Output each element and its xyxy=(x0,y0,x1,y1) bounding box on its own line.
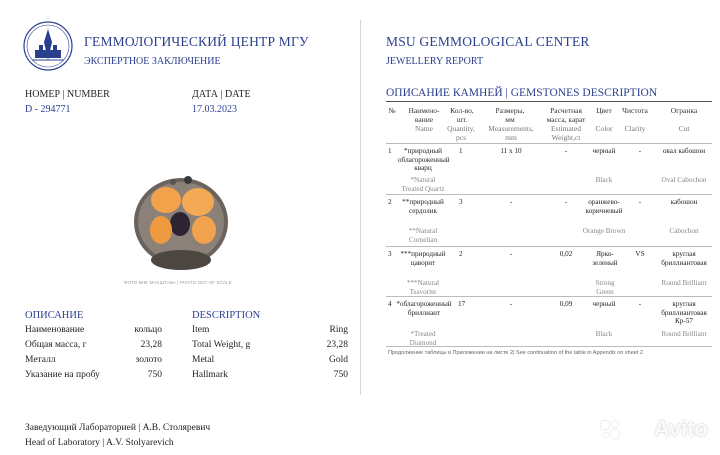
row4-color-ru: черный xyxy=(592,300,616,308)
row2-name-ru: **природный сердолик xyxy=(402,198,444,215)
row3-qty: 2 xyxy=(459,250,463,258)
th-clarity-en: Clarity xyxy=(624,124,646,133)
desc-ru-label-3: Указание на пробу xyxy=(25,370,100,380)
description-en-title: DESCRIPTION xyxy=(192,310,261,321)
row3-no: 3 xyxy=(388,250,392,258)
row2-color-en: Orange Brown xyxy=(582,227,626,235)
row2-cut-en: Cabochon xyxy=(669,227,699,235)
row4-cut-ru: круглая бриллиантовая Кр-57 xyxy=(661,300,707,325)
th-cut-en: Cut xyxy=(678,124,690,133)
row1-color-ru: черный xyxy=(592,147,616,155)
header-en-title: MSU GEMMOLOGICAL CENTER xyxy=(386,34,590,49)
row1-qty: 1 xyxy=(459,147,463,155)
th-clarity-ru: Чистота xyxy=(622,106,648,115)
row4-clarity: - xyxy=(638,300,642,308)
row3-cut-en: Round Brilliant xyxy=(661,279,707,287)
row4-qty: 17 xyxy=(458,300,466,308)
row4-name-ru: *облагороженный бриллиант xyxy=(396,300,452,317)
row4-cut-en: Round Brilliant xyxy=(661,330,707,338)
th-color-en: Color xyxy=(595,124,613,133)
row1-name-ru: *природный облагороженный кварц xyxy=(398,147,450,172)
th-weight-ru: Расчетная масса, карат xyxy=(546,106,586,124)
desc-en-label-3: Hallmark xyxy=(192,370,228,380)
row4-name-en: *Treated Diamond xyxy=(409,330,437,347)
table-footnote: Продолжение таблицы в Приложении на листе 2| See continuation of the table in Appendix on sheet 2 xyxy=(388,350,643,356)
table-row-divider xyxy=(386,194,712,195)
row4-no: 4 xyxy=(388,300,392,308)
row1-cut-en: Oval Cabochon xyxy=(661,176,707,184)
description-ru-title: ОПИСАНИЕ xyxy=(25,310,84,321)
header-ru-subtitle: ЭКСПЕРТНОЕ ЗАКЛЮЧЕНИЕ xyxy=(84,56,221,67)
row3-color-ru: Ярко- зеленый xyxy=(592,250,618,267)
header-ru-title: ГЕММОЛОГИЧЕСКИЙ ЦЕНТР МГУ xyxy=(84,34,309,49)
row1-clarity: - xyxy=(638,147,642,155)
row3-size: - xyxy=(509,250,513,258)
row2-no: 2 xyxy=(388,198,392,206)
table-row-divider xyxy=(386,143,712,144)
row4-color-en: Black xyxy=(595,330,613,338)
desc-ru-label-0: Наименование xyxy=(25,325,85,335)
th-size-ru: Размеры, мм xyxy=(495,106,525,124)
row2-cut-ru: кабошон xyxy=(670,198,698,206)
desc-ru-value-1: 23,28 xyxy=(140,340,162,350)
gem-title-underline xyxy=(386,101,712,102)
signature-ru: Заведующий Лабораторией | А.В. Столяревич xyxy=(25,423,211,433)
row3-weight: 0,02 xyxy=(559,250,573,258)
header-en-subtitle: JEWELLERY REPORT xyxy=(386,56,484,67)
row3-cut-ru: круглая бриллиантовая xyxy=(661,250,707,267)
desc-en-value-0: Ring xyxy=(329,325,348,335)
th-cut-ru: Огранка xyxy=(670,106,698,115)
photo-caption: ФОТО ВНЕ МАСШТАБА | PHOTO OUT OF SCALE xyxy=(124,280,232,285)
th-color-ru: Цвет xyxy=(596,106,612,115)
row2-qty: 3 xyxy=(459,198,463,206)
desc-ru-label-2: Металл xyxy=(25,355,56,365)
row3-name-en: ***Natural Tsavorite xyxy=(406,279,440,296)
th-qty-ru: Кол-во, шт. xyxy=(450,106,474,124)
table-row-divider xyxy=(386,246,712,247)
row2-clarity: - xyxy=(638,198,642,206)
row4-weight: 0,09 xyxy=(559,300,573,308)
row1-name-en: *Natural Treated Quartz xyxy=(401,176,445,193)
row1-no: 1 xyxy=(388,147,392,155)
table-row-divider xyxy=(386,296,712,297)
row4-size: - xyxy=(509,300,513,308)
desc-ru-value-3: 750 xyxy=(147,370,162,380)
desc-en-value-3: 750 xyxy=(333,370,348,380)
row3-color-en: Strong Green xyxy=(595,279,615,296)
column-divider xyxy=(360,20,361,395)
msu-logo-icon xyxy=(22,20,74,72)
row3-name-ru: ***природный цаворит xyxy=(400,250,446,267)
desc-en-label-0: Item xyxy=(192,325,210,335)
row2-color-ru: оранжево- коричневый xyxy=(585,198,623,215)
row1-color-en: Black xyxy=(595,176,613,184)
row1-size: 11 x 10 xyxy=(500,147,522,155)
th-qty-en: Quantity, pcs xyxy=(447,124,475,142)
ring-photo xyxy=(128,152,234,278)
desc-ru-value-0: кольцо xyxy=(134,325,162,335)
th-name-en: Name xyxy=(415,124,433,133)
number-value: D - 294771 xyxy=(25,104,71,115)
avito-watermark: Avito xyxy=(653,416,708,441)
desc-ru-label-1: Общая масса, г xyxy=(25,340,87,350)
signature-en: Head of Laboratory | A.V. Stolyarevich xyxy=(25,438,174,448)
row2-size: - xyxy=(509,198,513,206)
date-value: 17.03.2023 xyxy=(192,104,237,115)
row2-name-en: **Natural Cornelian xyxy=(408,227,438,244)
gemstones-title: ОПИСАНИЕ КАМНЕЙ | GEMSTONES DESCRIPTION xyxy=(386,87,658,99)
row1-cut-ru: овал кабошон xyxy=(662,147,706,155)
avito-logo-icon xyxy=(598,418,622,442)
row2-weight: - xyxy=(564,198,568,206)
th-size-en: Measurements, mm xyxy=(488,124,534,142)
th-name-ru: Наимено- вание xyxy=(408,106,440,124)
number-label: НОМЕР | NUMBER xyxy=(25,89,110,100)
th-no: № xyxy=(388,106,396,115)
desc-en-label-1: Total Weight, g xyxy=(192,340,251,350)
row1-weight: - xyxy=(564,147,568,155)
th-weight-en: Estimated Weight,ct xyxy=(551,124,581,142)
row3-clarity: VS xyxy=(635,250,645,258)
desc-en-label-2: Metal xyxy=(192,355,215,365)
date-label: ДАТА | DATE xyxy=(192,89,251,100)
table-row-divider xyxy=(386,346,712,347)
desc-ru-value-2: золото xyxy=(135,355,162,365)
desc-en-value-1: 23,28 xyxy=(326,340,348,350)
desc-en-value-2: Gold xyxy=(329,355,348,365)
